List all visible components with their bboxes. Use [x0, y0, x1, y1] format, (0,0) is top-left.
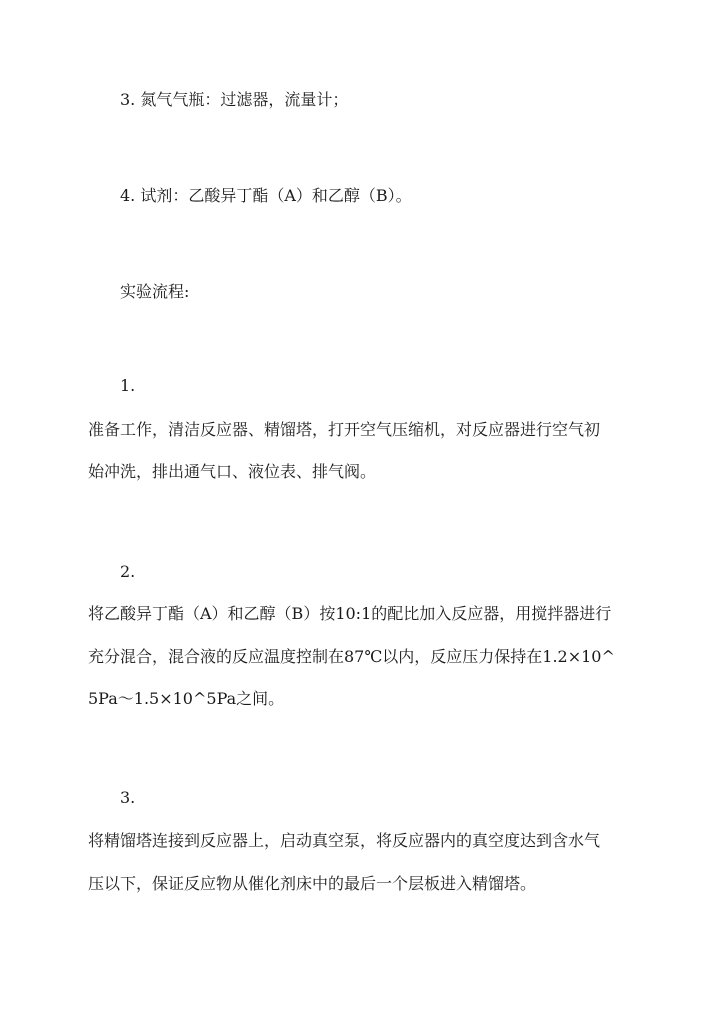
step-3-line-2: 压以下，保证反应物从催化剂床中的最后一个层板进入精馏塔。 — [88, 874, 537, 893]
procedure-heading: 实验流程: — [120, 282, 190, 301]
step-1-line-1: 准备工作，清洁反应器、精馏塔，打开空气压缩机，对反应器进行空气初 — [88, 420, 601, 439]
step-2-number: 2. — [120, 562, 136, 581]
equipment-item-3: 3. 氮气气瓶：过滤器，流量计； — [120, 90, 349, 109]
step-1-line-2: 始冲洗，排出通气口、液位表、排气阀。 — [88, 462, 377, 481]
step-2-line-3: 5Pa～1.5×10^5Pa之间。 — [88, 689, 285, 708]
step-3-number: 3. — [120, 788, 136, 807]
step-2-line-2: 充分混合，混合液的反应温度控制在87℃以内，反应压力保持在1.2×10^ — [88, 647, 615, 666]
step-1-number: 1. — [120, 376, 136, 395]
step-2-line-1: 将乙酸异丁酯（A）和乙醇（B）按10:1的配比加入反应器，用搅拌器进行 — [88, 604, 612, 623]
equipment-item-4: 4. 试剂：乙酸异丁酯（A）和乙醇（B）。 — [120, 186, 412, 205]
step-3-line-1: 将精馏塔连接到反应器上，启动真空泵，将反应器内的真空度达到含水气 — [88, 831, 601, 850]
